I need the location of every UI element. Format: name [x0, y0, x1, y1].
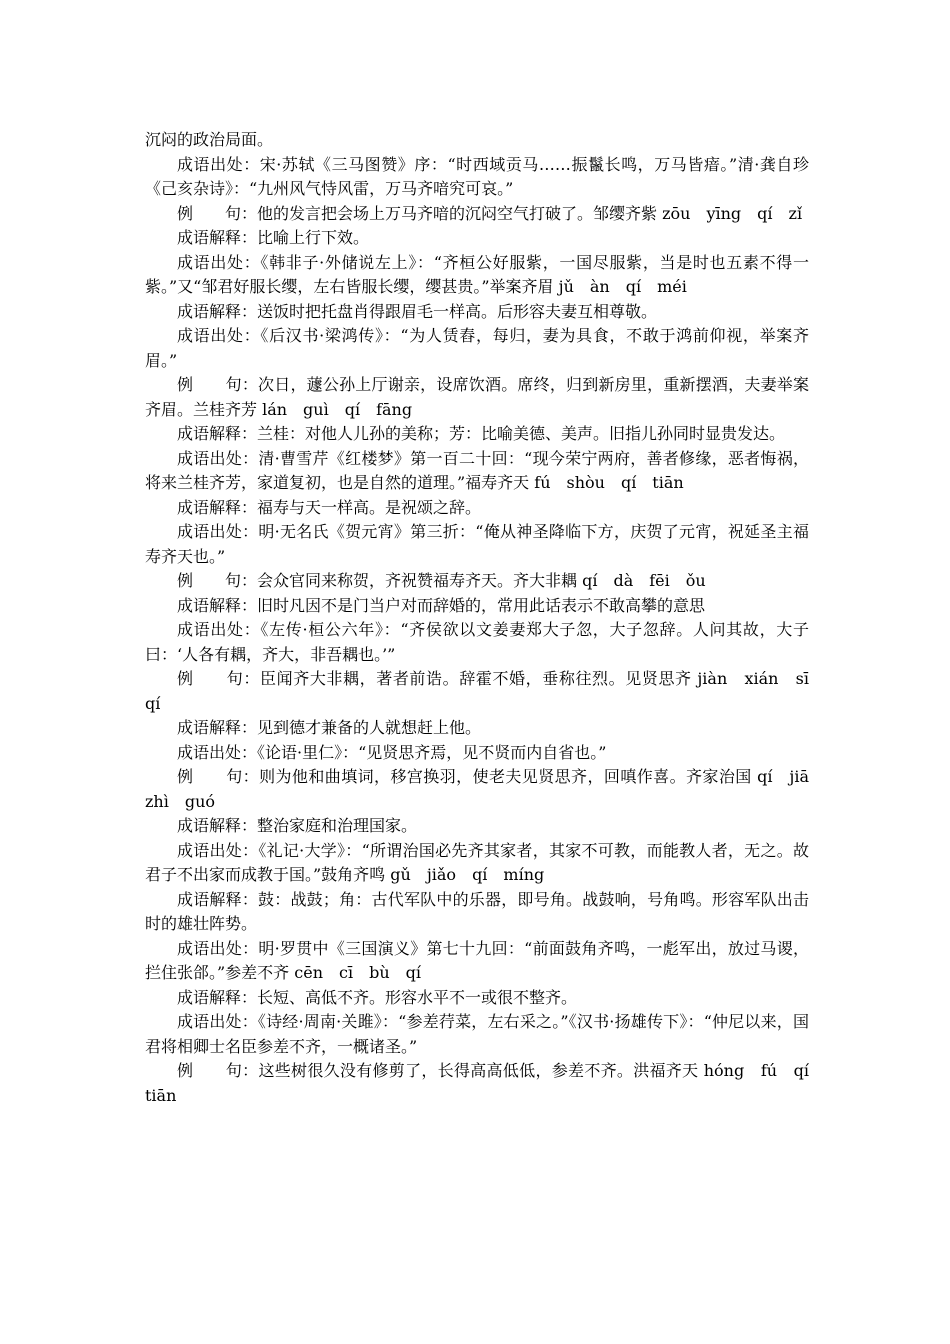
- paragraph: 成语出处：《论语·里仁》：“见贤思齐焉，见不贤而内自省也。”: [177, 742, 607, 762]
- paragraph: 成语出处：《礼记·大学》：“所谓治国必先齐其家者，其家不可教，而能教人者，无之。故君子不出家而成教于国。”鼓角齐鸣 gǔ jiǎo qí míng: [145, 840, 809, 884]
- paragraph: 成语出处：清·曹雪芹《红楼梦》第一百二十回：“现今荣宁两府，善者修缘，恶者悔祸，将来兰桂齐芳，家道复初，也是自然的道理。”福寿齐天 fú shòu qí tiān: [145, 448, 809, 492]
- paragraph: 成语解释：比喻上行下效。: [177, 228, 370, 247]
- paragraph: 例 句：他的发言把会场上万马齐喑的沉闷空气打破了。邹缨齐紫 zōu yīng qí zǐ: [177, 203, 803, 223]
- paragraph: 成语解释：福寿与天一样高。是祝颂之辞。: [177, 497, 482, 517]
- paragraph: 沉闷的政治局面。: [145, 130, 274, 149]
- paragraph: 成语解释：见到德才兼备的人就想赶上他。: [177, 718, 482, 737]
- paragraph: 成语解释：长短、高低不齐。形容水平不一或很不整齐。: [177, 987, 578, 1007]
- paragraph: 成语出处：《后汉书·梁鸿传》：“为人赁舂，每归，妻为具食，不敢于鸿前仰视，举案齐眉。”: [145, 326, 809, 370]
- paragraph: 成语出处：《韩非子·外储说左上》：“齐桓公好服紫，一国尽服紫，当是时也五素不得一紫。”又“邹君好服长缨，左右皆服长缨，缨甚贵。”举案齐眉 jǔ àn qí méi: [145, 252, 809, 296]
- document-page: [145, 128, 826, 1108]
- paragraph: 成语出处：《左传·桓公六年》：“齐侯欲以文姜妻郑大子忽，大子忽辞。人问其故，大子曰：‘人各有耦，齐大，非吾耦也。’”: [145, 620, 809, 664]
- paragraph: 例 句：臣闻齐大非耦，著者前诰。辞霍不婚，垂称往烈。见贤思齐 jiàn xián sī qí: [145, 669, 826, 713]
- paragraph: 成语解释：整治家庭和治理国家。: [177, 816, 418, 835]
- paragraph: 成语出处：《诗经·周南·关雎》：“参差荇菜，左右采之。”《汉书·扬雄传下》：“仲尼以来，国君将相卿士名臣参差不齐，一概诸圣。”: [145, 1012, 809, 1056]
- paragraph: 成语解释：鼓：战鼓；角：古代军队中的乐器，即号角。战鼓响，号角鸣。形容军队出击时的雄壮阵势。: [145, 889, 809, 933]
- paragraph: 例 句：则为他和曲填词，移宫换羽，使老夫见贤思齐，回嗔作喜。齐家治国 qí jiā zhì guó: [145, 767, 826, 811]
- paragraph: 成语出处：明·罗贯中《三国演义》第七十九回：“前面鼓角齐鸣，一彪军出，放过马谡，拦住张郃。”参差不齐 cēn cī bù qí: [145, 938, 809, 982]
- paragraph: 成语出处：宋·苏轼《三马图赞》序：“时西域贡马……振鬣长鸣，万马皆瘖。”清·龚自珍《己亥杂诗》：“九州风气恃风雷，万马齐喑究可哀。”: [145, 154, 809, 198]
- paragraph: 成语出处：明·无名氏《贺元宵》第三折：“俺从神圣降临下方，庆贺了元宵，祝延圣主福寿齐天也。”: [145, 522, 809, 566]
- paragraph: 例 句：会众官同来称贺，齐祝赞福寿齐天。齐大非耦 qí dà fēi ǒu: [177, 571, 706, 590]
- paragraph: 例 句：这些树很久没有修剪了，长得高高低低，参差不齐。洪福齐天 hóng fú qí tiān: [145, 1061, 826, 1105]
- paragraph: 成语解释：旧时凡因不是门当户对而辞婚的，常用此话表示不敢高攀的意思: [177, 595, 706, 615]
- paragraph: 成语解释：兰桂：对他人儿孙的美称；芳：比喻美德、美声。旧指儿孙同时显贵发达。: [177, 424, 786, 443]
- paragraph: 例 句：次日，蘧公孙上厅谢亲，设席饮酒。席终，归到新房里，重新摆酒，夫妻举案齐眉。兰桂齐芳 lán guì qí fāng: [145, 375, 809, 419]
- paragraph: 成语解释：送饭时把托盘肖得跟眉毛一样高。后形容夫妻互相尊敬。: [177, 301, 658, 321]
